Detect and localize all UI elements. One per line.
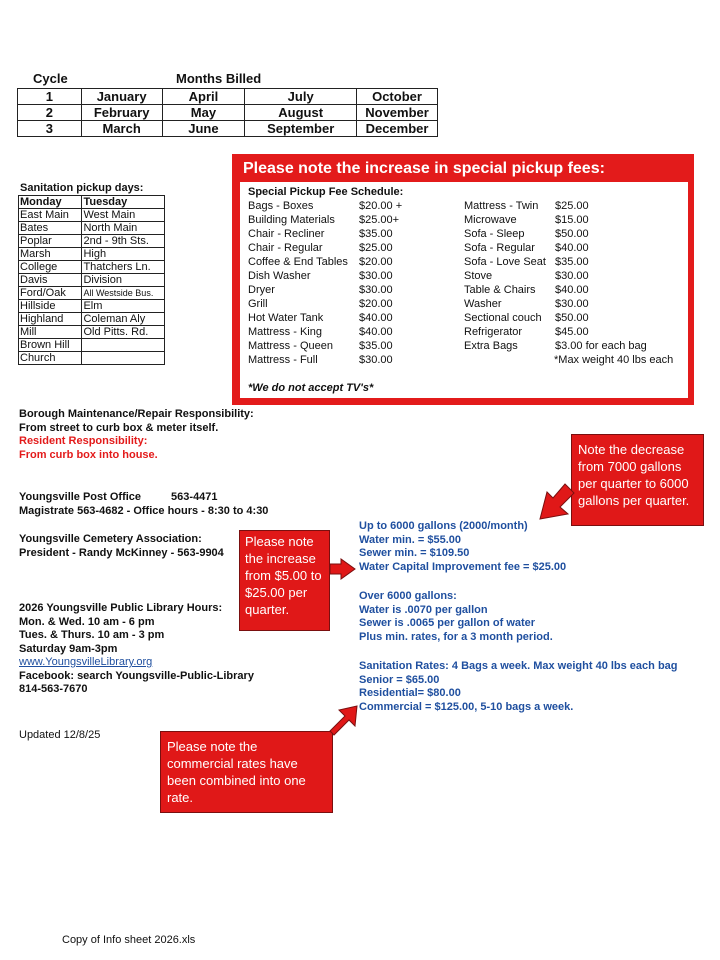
fee-item-price: $20.00 bbox=[359, 298, 393, 310]
commercial-arrow-icon bbox=[330, 706, 357, 735]
over-6000-title: Over 6000 gallons: bbox=[359, 590, 457, 602]
fee-item-price: $35.00 bbox=[555, 256, 589, 268]
billing-month: March bbox=[81, 121, 162, 137]
billing-month: November bbox=[357, 105, 438, 121]
fee-item-price: $30.00 bbox=[359, 284, 393, 296]
fee-item-name: Mattress - Queen bbox=[248, 340, 333, 352]
tuesday-street: Elm bbox=[82, 300, 165, 313]
footer-filename: Copy of Info sheet 2026.xls bbox=[62, 934, 196, 946]
tuesday-street: North Main bbox=[82, 222, 165, 235]
fee-item-name: Sectional couch bbox=[464, 312, 542, 324]
library-hours-sat: Saturday 9am-3pm bbox=[19, 642, 118, 655]
fee-item-name: Dish Washer bbox=[248, 270, 311, 282]
tuesday-street: Coleman Aly bbox=[82, 313, 165, 326]
tuesday-street: Division bbox=[82, 274, 165, 287]
water-min: Water min. = $55.00 bbox=[359, 533, 462, 546]
cemetery-title: Youngsville Cemetery Association: bbox=[19, 533, 202, 545]
fee-item-name: Table & Chairs bbox=[464, 284, 536, 296]
fee-item-price: $30.00 bbox=[555, 298, 589, 310]
fee-item-price: $40.00 bbox=[359, 312, 393, 324]
fee-item-price: $3.00 for each bag bbox=[555, 340, 647, 352]
library-title: 2026 Youngsville Public Library Hours: bbox=[19, 602, 223, 614]
sanitation-title: Sanitation pickup days: bbox=[20, 182, 144, 194]
fee-item-name: Bags - Boxes bbox=[248, 200, 314, 212]
post-office-label: Youngsville Post Office bbox=[19, 491, 142, 503]
commercial-callout: Please note the commercial rates have been combined into one rate. bbox=[160, 731, 333, 813]
senior-rate: Senior = $65.00 bbox=[359, 673, 440, 686]
fee-item-name: Chair - Regular bbox=[248, 242, 323, 254]
billing-month: May bbox=[162, 105, 245, 121]
fee-item-name: Refrigerator bbox=[464, 326, 523, 338]
billing-month: August bbox=[245, 105, 357, 121]
monday-street: College bbox=[19, 261, 82, 274]
monday-street: Davis bbox=[19, 274, 82, 287]
fee-item-price: $25.00 bbox=[359, 242, 393, 254]
cemetery-president: President - Randy McKinney - 563-9904 bbox=[19, 547, 224, 559]
billing-month: February bbox=[81, 105, 162, 121]
post-office-phone: 563-4471 bbox=[171, 491, 218, 503]
billing-month: July bbox=[245, 89, 357, 105]
special-pickup-title: Please note the increase in special pickup fees: bbox=[243, 160, 605, 177]
fee-item-price: $50.00 bbox=[555, 312, 589, 324]
fee-item-name: Mattress - King bbox=[248, 326, 322, 338]
months-billed-header: Months Billed bbox=[176, 71, 262, 86]
library-website-link[interactable]: www.YoungsvilleLibrary.org bbox=[19, 656, 153, 668]
billing-month: September bbox=[245, 121, 357, 137]
fee-item-price: $40.00 bbox=[555, 284, 589, 296]
billing-month: December bbox=[357, 121, 438, 137]
tuesday-street: Tuesday bbox=[82, 196, 165, 209]
fee-item-price: $20.00 + bbox=[359, 200, 403, 212]
fee-schedule-title: Special Pickup Fee Schedule: bbox=[248, 186, 404, 198]
monday-street: Brown Hill bbox=[19, 339, 82, 352]
billing-month: January bbox=[81, 89, 162, 105]
sewer-min: Sewer min. = $109.50 bbox=[359, 547, 470, 559]
sewer-rate: Sewer is .0065 per gallon of water bbox=[359, 617, 536, 629]
fee-item-price: $35.00 bbox=[359, 340, 393, 352]
fee-item-name: Building Materials bbox=[248, 214, 335, 226]
fee-item-name: Coffee & End Tables bbox=[248, 256, 348, 268]
monday-street: Church bbox=[19, 352, 82, 365]
billing-month: June bbox=[162, 121, 245, 137]
decrease-callout: Note the decrease from 7000 gallons per quarter to 6000 gallons per quarter. bbox=[571, 434, 704, 526]
tuesday-street: Old Pitts. Rd. bbox=[82, 326, 165, 339]
fee-item-name: Grill bbox=[248, 298, 268, 310]
monday-street: Marsh bbox=[19, 248, 82, 261]
library-facebook: Facebook: search Youngsville-Public-Library bbox=[19, 669, 254, 682]
tuesday-street: West Main bbox=[82, 209, 165, 222]
no-tv-notice: *We do not accept TV's* bbox=[248, 382, 374, 394]
cycle-header: Cycle bbox=[33, 71, 68, 86]
fee-item-price: *Max weight 40 lbs each bbox=[554, 354, 674, 366]
resident-responsibility-text: From curb box into house. bbox=[19, 448, 158, 461]
billing-month: October bbox=[357, 89, 438, 105]
monday-street: Bates bbox=[19, 222, 82, 235]
water-rate: Water is .0070 per gallon bbox=[359, 603, 488, 616]
min-rates-note: Plus min. rates, for a 3 month period. bbox=[359, 630, 553, 643]
tuesday-street: High bbox=[82, 248, 165, 261]
fee-item-name: Dryer bbox=[248, 284, 275, 296]
fee-item-name: Hot Water Tank bbox=[248, 312, 324, 324]
library-hours-tue-thu: Tues. & Thurs. 10 am - 3 pm bbox=[19, 629, 165, 641]
fee-item-price: $30.00 bbox=[359, 354, 393, 366]
monday-street: East Main bbox=[19, 209, 82, 222]
billing-month: April bbox=[162, 89, 245, 105]
resident-responsibility-heading: Resident Responsibility: bbox=[19, 435, 148, 447]
monday-street: Highland bbox=[19, 313, 82, 326]
residential-rate: Residential= $80.00 bbox=[359, 687, 461, 699]
monday-street: Hillside bbox=[19, 300, 82, 313]
increase-arrow-icon bbox=[330, 559, 355, 579]
commercial-rate: Commercial = $125.00, 5-10 bags a week. bbox=[359, 700, 574, 713]
fee-item-price: $25.00 bbox=[555, 200, 589, 212]
borough-responsibility-heading: Borough Maintenance/Repair Responsibility: bbox=[19, 408, 254, 420]
fee-item-price: $50.00 bbox=[555, 228, 589, 240]
fee-item-name: Extra Bags bbox=[464, 340, 518, 352]
magistrate-line: Magistrate 563-4682 - Office hours - 8:30 to 4:30 bbox=[19, 505, 269, 517]
fee-item-price: $15.00 bbox=[555, 214, 589, 226]
capital-improvement-fee: Water Capital Improvement fee = $25.00 bbox=[359, 560, 567, 573]
monday-street: Monday bbox=[19, 196, 82, 209]
fee-item-price: $40.00 bbox=[555, 242, 589, 254]
fee-item-price: $20.00 bbox=[359, 256, 393, 268]
library-phone: 814-563-7670 bbox=[19, 683, 88, 695]
fee-item-name: Stove bbox=[464, 270, 493, 282]
fee-item-name: Mattress - Full bbox=[248, 354, 318, 366]
fee-item-price: $45.00 bbox=[555, 326, 589, 338]
fee-item-name: Washer bbox=[464, 298, 502, 310]
borough-responsibility-text: From street to curb box & meter itself. bbox=[19, 421, 219, 434]
library-hours-mon-wed: Mon. & Wed. 10 am - 6 pm bbox=[19, 615, 155, 628]
cycle-number: 1 bbox=[18, 89, 82, 105]
cycle-number: 3 bbox=[18, 121, 82, 137]
fee-item-name: Mattress - Twin bbox=[464, 200, 539, 212]
fee-item-price: $35.00 bbox=[359, 228, 393, 240]
fee-item-name: Chair - Recliner bbox=[248, 228, 325, 240]
sanitation-rates-title: Sanitation Rates: 4 Bags a week. Max weight 40 lbs each bag bbox=[359, 660, 678, 672]
fee-item-name: Sofa - Love Seat bbox=[464, 256, 546, 268]
decrease-arrow-icon bbox=[540, 484, 574, 519]
tuesday-street: Thatchers Ln. bbox=[82, 261, 165, 274]
fee-item-name: Microwave bbox=[464, 214, 517, 226]
fee-item-price: $25.00+ bbox=[359, 214, 400, 226]
monday-street: Ford/Oak bbox=[19, 287, 82, 300]
monday-street: Poplar bbox=[19, 235, 82, 248]
fee-item-name: Sofa - Sleep bbox=[464, 228, 525, 240]
updated-date: Updated 12/8/25 bbox=[19, 729, 101, 741]
tuesday-street: All Westside Bus. bbox=[82, 287, 165, 300]
tuesday-street: 2nd - 9th Sts. bbox=[82, 235, 165, 248]
fee-item-name: Sofa - Regular bbox=[464, 242, 535, 254]
cycle-number: 2 bbox=[18, 105, 82, 121]
water-up-to-6000: Up to 6000 gallons (2000/month) bbox=[359, 520, 528, 532]
increase-callout: Please note the increase from $5.00 to $25.00 per quarter. bbox=[239, 530, 330, 631]
fee-item-price: $40.00 bbox=[359, 326, 393, 338]
monday-street: Mill bbox=[19, 326, 82, 339]
fee-item-price: $30.00 bbox=[555, 270, 589, 282]
fee-item-price: $30.00 bbox=[359, 270, 393, 282]
